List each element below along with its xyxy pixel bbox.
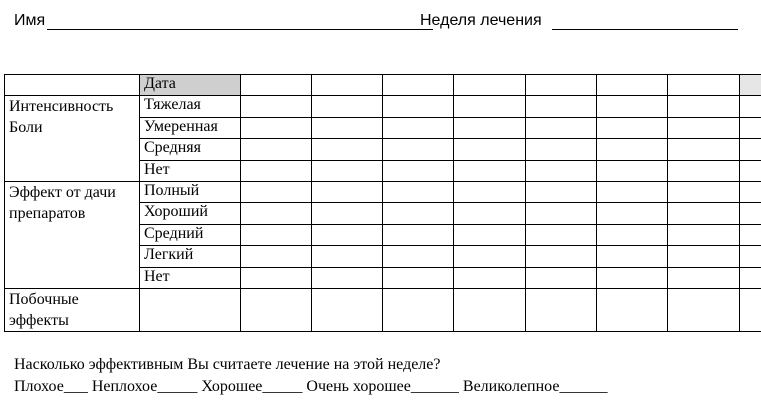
row-label: Нет (140, 267, 241, 288)
entry-cell[interactable] (312, 139, 383, 160)
entry-cell[interactable] (526, 160, 597, 181)
entry-cell[interactable] (241, 246, 312, 267)
date-cell[interactable] (454, 75, 526, 96)
entry-cell[interactable] (312, 224, 383, 245)
entry-cell[interactable] (740, 224, 761, 245)
date-cell[interactable] (526, 75, 597, 96)
entry-cell[interactable] (668, 181, 740, 202)
entry-cell[interactable] (668, 246, 740, 267)
entry-cell[interactable] (312, 267, 383, 288)
entry-cell[interactable] (312, 246, 383, 267)
row-label (140, 288, 241, 331)
entry-cell[interactable] (526, 224, 597, 245)
entry-cell[interactable] (383, 246, 454, 267)
date-cell[interactable] (668, 75, 740, 96)
entry-cell[interactable] (241, 224, 312, 245)
entry-cell[interactable] (668, 96, 740, 117)
entry-cell[interactable] (383, 203, 454, 224)
entry-cell[interactable] (241, 160, 312, 181)
entry-cell[interactable] (526, 246, 597, 267)
entry-cell[interactable] (740, 96, 761, 117)
entry-cell[interactable] (740, 246, 761, 267)
entry-cell[interactable] (241, 117, 312, 138)
entry-cell[interactable] (241, 139, 312, 160)
entry-cell[interactable] (312, 181, 383, 202)
entry-cell[interactable] (597, 139, 668, 160)
entry-cell[interactable] (597, 203, 668, 224)
entry-cell[interactable] (241, 203, 312, 224)
entry-cell[interactable] (454, 181, 526, 202)
entry-cell[interactable] (526, 203, 597, 224)
entry-cell[interactable] (597, 117, 668, 138)
date-header: Дата (140, 75, 241, 96)
row-label: Средний (140, 224, 241, 245)
entry-cell[interactable] (312, 288, 383, 331)
option-blank[interactable]: ___ (63, 378, 88, 395)
entry-cell[interactable] (383, 288, 454, 331)
entry-cell[interactable] (383, 224, 454, 245)
name-label: Имя (14, 12, 46, 29)
entry-cell[interactable] (454, 117, 526, 138)
entry-cell[interactable] (597, 181, 668, 202)
week-label: Неделя лечения (420, 12, 542, 29)
options-row (14, 378, 607, 396)
entry-cell[interactable] (668, 160, 740, 181)
entry-cell[interactable] (597, 160, 668, 181)
row-label: Легкий (140, 246, 241, 267)
entry-cell[interactable] (312, 117, 383, 138)
option-blank[interactable]: _____ (157, 378, 198, 395)
option-label: Великолепное (462, 378, 560, 395)
entry-cell[interactable] (241, 96, 312, 117)
entry-cell[interactable] (312, 203, 383, 224)
entry-cell[interactable] (383, 267, 454, 288)
entry-cell[interactable] (312, 160, 383, 181)
option-label: Очень хорошее (306, 378, 411, 395)
entry-cell[interactable] (597, 246, 668, 267)
entry-cell[interactable] (312, 96, 383, 117)
entry-cell[interactable] (454, 139, 526, 160)
corner-cell (5, 75, 140, 96)
entry-cell[interactable] (668, 117, 740, 138)
option-label: Хорошее (201, 378, 263, 395)
entry-cell[interactable] (526, 139, 597, 160)
week-line[interactable] (552, 29, 738, 30)
entry-cell[interactable] (383, 117, 454, 138)
row-label: Хороший (140, 203, 241, 224)
entry-cell[interactable] (740, 181, 761, 202)
row-label: Тяжелая (140, 96, 241, 117)
entry-cell[interactable] (526, 267, 597, 288)
date-cell[interactable] (740, 75, 761, 96)
date-row (5, 75, 761, 96)
entry-cell[interactable] (740, 203, 761, 224)
entry-cell[interactable] (454, 288, 526, 331)
option-label: Неплохое (91, 378, 158, 395)
entry-cell[interactable] (597, 267, 668, 288)
entry-cell[interactable] (241, 288, 312, 331)
treatment-table (4, 74, 761, 332)
date-cell[interactable] (597, 75, 668, 96)
group-label: Эффект от дачи препаратов (5, 181, 140, 288)
date-cell[interactable] (241, 75, 312, 96)
entry-cell[interactable] (668, 203, 740, 224)
row-label: Умеренная (140, 117, 241, 138)
entry-cell[interactable] (668, 224, 740, 245)
entry-cell[interactable] (454, 224, 526, 245)
entry-cell[interactable] (454, 203, 526, 224)
entry-cell[interactable] (526, 117, 597, 138)
row-label: Полный (140, 181, 241, 202)
date-cell[interactable] (383, 75, 454, 96)
name-line[interactable] (47, 29, 433, 30)
entry-cell[interactable] (526, 288, 597, 331)
table-row (5, 288, 761, 331)
entry-cell[interactable] (668, 139, 740, 160)
entry-cell[interactable] (526, 181, 597, 202)
entry-cell[interactable] (597, 224, 668, 245)
entry-cell[interactable] (597, 288, 668, 331)
entry-cell[interactable] (740, 267, 761, 288)
option-blank[interactable]: ______ (559, 378, 608, 395)
option-label: Плохое (14, 378, 64, 395)
group-label: Побочные эффекты (5, 288, 140, 331)
entry-cell[interactable] (454, 160, 526, 181)
entry-cell[interactable] (454, 267, 526, 288)
entry-cell[interactable] (668, 267, 740, 288)
entry-cell[interactable] (241, 181, 312, 202)
entry-cell[interactable] (383, 181, 454, 202)
entry-cell[interactable] (383, 139, 454, 160)
entry-cell[interactable] (526, 96, 597, 117)
table-row (5, 181, 761, 202)
date-cell[interactable] (312, 75, 383, 96)
option-blank[interactable]: ______ (410, 378, 459, 395)
entry-cell[interactable] (740, 139, 761, 160)
entry-cell[interactable] (740, 160, 761, 181)
entry-cell[interactable] (383, 96, 454, 117)
entry-cell[interactable] (740, 117, 761, 138)
group-label: Интенсивность Боли (5, 96, 140, 182)
entry-cell[interactable] (454, 246, 526, 267)
entry-cell[interactable] (597, 96, 668, 117)
row-label: Средняя (140, 139, 241, 160)
row-label: Нет (140, 160, 241, 181)
entry-cell[interactable] (668, 288, 740, 331)
question-text: Насколько эффективным Вы считаете лечение на этой неделе? (14, 356, 441, 373)
form-header (14, 12, 744, 34)
entry-cell[interactable] (740, 288, 761, 331)
entry-cell[interactable] (241, 267, 312, 288)
entry-cell[interactable] (383, 160, 454, 181)
option-blank[interactable]: _____ (262, 378, 303, 395)
entry-cell[interactable] (454, 96, 526, 117)
table-row (5, 96, 761, 117)
